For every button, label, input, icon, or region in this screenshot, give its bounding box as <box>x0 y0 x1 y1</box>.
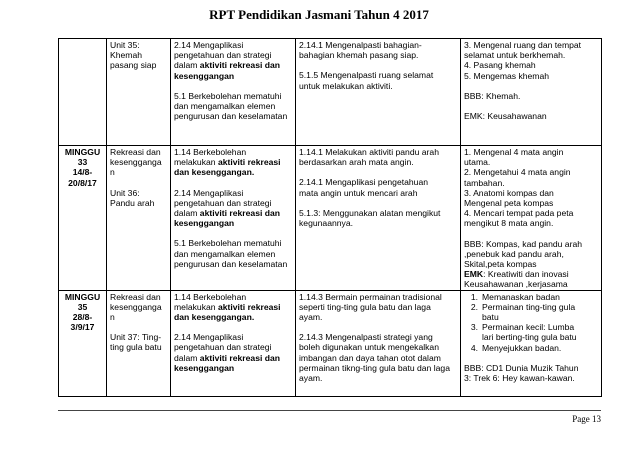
notes-text: 1. Mengenal 4 mata angin <box>464 147 564 157</box>
notes-text: 5. Mengemas khemah <box>464 70 550 81</box>
notes-text: selamat untuk berkhemah. <box>464 50 566 61</box>
item-text: Memanaskan badan <box>482 291 560 302</box>
notes-line <box>464 40 598 50</box>
table-row <box>59 146 602 291</box>
topic-line: Unit 36: <box>110 187 140 198</box>
numbered-item <box>464 332 598 342</box>
week-line: 20/8/17 <box>68 177 97 188</box>
standard-cell <box>171 290 296 396</box>
standard-line <box>174 259 292 269</box>
standard-text: dalam <box>174 352 200 363</box>
spacer <box>110 322 167 332</box>
notes-line <box>464 50 598 60</box>
page-title: RPT Pendidikan Jasmani Tahun 4 2017 <box>209 7 429 22</box>
notes-text: Mengenal peta kompas <box>464 198 554 209</box>
standard-text: dan mengamalkan elemen <box>174 101 276 112</box>
numbered-item <box>464 292 598 302</box>
standard-text: kesenggangan <box>174 362 235 373</box>
standard-line <box>174 312 292 322</box>
standard-line <box>174 302 292 312</box>
notes-text: ,penebuk kad pandu arah, <box>464 248 564 259</box>
item-text: Permainan kecil: Lumba <box>482 322 575 333</box>
standard-line <box>174 363 292 373</box>
standard-bold-text: aktiviti rekreasi dan <box>199 208 281 219</box>
standard-line <box>174 218 292 228</box>
learning-line: 5.1.5 Mengenalpasti ruang selamat <box>299 70 434 81</box>
topic-cell <box>107 39 171 146</box>
topic-line: Pandu arah <box>110 197 155 208</box>
notes-text: Skital,peta kompas <box>464 259 537 270</box>
topic-line: kesengganga <box>110 301 162 312</box>
item-number: 3. <box>470 322 478 333</box>
notes-cell <box>461 39 602 146</box>
standard-line <box>174 238 292 248</box>
standard-text: dan kesenggangan. <box>174 167 255 178</box>
standard-text: pengetahuan dan strategi <box>174 50 272 61</box>
standard-line <box>174 249 292 259</box>
learning-line: permainan tikng-ting gula batu dan laga <box>299 362 450 373</box>
standard-bold-text: aktiviti rekreasi <box>217 301 281 312</box>
standard-text: pengetahuan dan strategi <box>174 197 272 208</box>
learning-standard-cell <box>296 290 461 396</box>
week-line: MINGGU <box>64 147 101 157</box>
table-row <box>59 39 602 146</box>
standard-line <box>174 188 292 198</box>
spacer <box>110 178 167 188</box>
standard-line <box>174 50 292 60</box>
spacer <box>464 353 598 363</box>
standard-line <box>174 111 292 121</box>
standard-text: 5.1 Berkebolehan mematuhi <box>174 90 282 101</box>
learning-line: 2.14.1 Mengaplikasi pengetahuan <box>299 177 429 188</box>
notes-text: 3. Anatomi kompas dan <box>464 187 554 198</box>
notes-line <box>464 373 598 383</box>
item-text: Menyejukkan badan. <box>482 342 562 353</box>
week-line: MINGGU <box>64 291 101 302</box>
week-line: 33 <box>77 157 88 168</box>
numbered-item <box>464 312 598 322</box>
standard-line <box>174 353 292 363</box>
standard-text: 5.1 Berkebolehan mematuhi <box>174 238 282 249</box>
learning-line: kegunaannya. <box>299 218 353 229</box>
week-line: 28/8- <box>72 312 93 323</box>
standard-bold-text: aktiviti rekreasi dan <box>199 60 281 71</box>
spacer <box>299 198 457 208</box>
numbered-item <box>464 322 598 332</box>
notes-line <box>464 198 598 208</box>
spacer <box>464 101 598 111</box>
standard-text: pengetahuan dan strategi <box>174 342 272 353</box>
learning-line: ayam. <box>299 373 323 384</box>
standard-text: 1.14 Berkebolehan <box>174 291 247 302</box>
standard-text: 2.14 Mengaplikasi <box>174 332 244 343</box>
notes-line <box>464 60 598 70</box>
learning-standard-cell <box>296 39 461 146</box>
week-line: 3/9/17 <box>70 322 95 333</box>
notes-text: EMK: Keusahawanan <box>464 111 547 122</box>
topic-cell <box>107 290 171 396</box>
learning-line: 5.1.3: Menggunakan alatan mengikut <box>299 207 441 218</box>
standard-bold-text: aktiviti rekreasi <box>217 157 281 168</box>
standard-text: dalam <box>174 208 200 219</box>
learning-line: bahagian khemah pasang siap. <box>299 50 419 61</box>
spacer <box>174 322 292 332</box>
notes-line <box>464 147 598 157</box>
notes-line <box>464 249 598 259</box>
topic-line: Unit 37: Ting- <box>110 332 162 343</box>
week-cell <box>59 290 107 396</box>
notes-text: 3: Trek 6: Hey kawan-kawan. <box>464 373 575 384</box>
spacer <box>464 229 598 239</box>
learning-line: 1.14.1 Melakukan aktiviti pandu arah <box>299 147 439 157</box>
learning-line: berdasarkan arah mata angin. <box>299 157 414 168</box>
week-line: 35 <box>77 301 88 312</box>
standard-line <box>174 91 292 101</box>
notes-line <box>464 188 598 198</box>
standard-line <box>174 60 292 70</box>
notes-line <box>464 279 598 289</box>
notes-text: 4. Mencari tempat pada peta <box>464 208 574 219</box>
topic-line: Rekreasi dan <box>110 147 161 157</box>
topic-line: n <box>110 312 115 323</box>
spacer <box>174 228 292 238</box>
topic-cell <box>107 146 171 291</box>
standard-text: dalam <box>174 60 200 71</box>
item-number: 2. <box>470 301 478 312</box>
learning-line: untuk melakukan aktiviti. <box>299 80 393 91</box>
standard-line <box>174 157 292 167</box>
learning-line: 1.14.3 Bermain permainan tradisional <box>299 291 442 302</box>
notes-line <box>464 178 598 188</box>
standard-line <box>174 332 292 342</box>
standard-line <box>174 208 292 218</box>
table-row <box>59 290 602 396</box>
standard-text: 2.14 Mengaplikasi <box>174 40 244 50</box>
item-text: batu <box>482 312 499 323</box>
week-cell <box>59 39 107 146</box>
standard-text: melakukan <box>174 301 218 312</box>
notes-text: 3. Mengenal ruang dan tempat <box>464 40 582 50</box>
notes-line <box>464 71 598 81</box>
page-number: Page 13 <box>572 414 601 424</box>
learning-line: seperti ting-ting gula batu dan laga <box>299 301 431 312</box>
notes-text: BBB: CD1 Dunia Muzik Tahun <box>464 362 579 373</box>
notes-line <box>464 269 598 279</box>
spacer <box>299 167 457 177</box>
standard-line <box>174 167 292 177</box>
notes-text: mengikut 8 mata angin. <box>464 218 554 229</box>
numbered-item <box>464 343 598 353</box>
standard-text: pengurusan dan keselamatan <box>174 111 288 122</box>
notes-line <box>464 111 598 121</box>
notes-bold-label: EMK <box>464 269 484 280</box>
page-footer <box>58 410 601 431</box>
learning-line: boleh digunakan untuk mengekalkan <box>299 342 439 353</box>
notes-line <box>464 363 598 373</box>
learning-standard-cell <box>296 146 461 291</box>
standard-line <box>174 342 292 352</box>
learning-line: mata angin untuk mencari arah <box>299 187 418 198</box>
item-number: 1. <box>470 291 478 302</box>
standard-text: dan mengamalkan elemen <box>174 248 276 259</box>
learning-line: ayam. <box>299 312 323 323</box>
topic-line: Unit 35: <box>110 40 140 50</box>
standard-cell <box>171 146 296 291</box>
lesson-plan-table <box>58 38 602 397</box>
standard-text: kesenggangan <box>174 218 235 229</box>
standard-text: pengurusan dan keselamatan <box>174 258 288 269</box>
week-cell <box>59 146 107 291</box>
topic-line: Rekreasi dan <box>110 291 161 302</box>
notes-line <box>464 208 598 218</box>
spacer <box>299 322 457 332</box>
topic-line: kesengganga <box>110 157 162 168</box>
standard-text: 2.14 Mengaplikasi <box>174 187 244 198</box>
standard-line <box>174 147 292 157</box>
notes-line <box>464 239 598 249</box>
numbered-item <box>464 302 598 312</box>
standard-text: 1.14 Berkebolehan <box>174 147 247 157</box>
learning-line: 2.14.3 Mengenalpasti strategi yang <box>299 332 433 343</box>
standard-text: dan kesenggangan. <box>174 312 255 323</box>
spacer <box>299 60 457 70</box>
notes-cell <box>461 146 602 291</box>
notes-text: 4. Pasang khemah <box>464 60 536 71</box>
standard-bold-text: aktiviti rekreasi dan <box>199 352 281 363</box>
notes-text: BBB: Khemah. <box>464 90 521 101</box>
spacer <box>174 178 292 188</box>
notes-text: utama. <box>464 157 491 168</box>
notes-text: BBB: Kompas, kad pandu arah <box>464 238 583 249</box>
learning-line: 2.14.1 Mengenalpasti bahagian- <box>299 40 422 50</box>
item-text: lari berting-ting gula batu <box>482 332 577 343</box>
topic-line: Khemah <box>110 50 143 61</box>
standard-line <box>174 292 292 302</box>
standard-line <box>174 101 292 111</box>
notes-line <box>464 259 598 269</box>
notes-line <box>464 157 598 167</box>
spacer <box>464 81 598 91</box>
standard-line <box>174 71 292 81</box>
item-text: Permainan ting-ting gula <box>482 301 576 312</box>
notes-text: 2. Mengetahui 4 mata angin <box>464 167 571 178</box>
topic-line: n <box>110 167 115 178</box>
standard-text: kesenggangan <box>174 70 235 81</box>
topic-line: ting gula batu <box>110 342 162 353</box>
notes-cell <box>461 290 602 396</box>
notes-line <box>464 167 598 177</box>
standard-cell <box>171 39 296 146</box>
notes-text: : Kreatiwiti dan inovasi <box>483 269 569 280</box>
standard-line <box>174 198 292 208</box>
notes-line <box>464 91 598 101</box>
standard-text: melakukan <box>174 157 218 168</box>
topic-line: pasang siap <box>110 60 157 71</box>
standard-line <box>174 40 292 50</box>
week-line: 14/8- <box>72 167 93 178</box>
learning-line: imbangan dan daya tahan otot dalam <box>299 352 441 363</box>
item-number: 4. <box>470 342 478 353</box>
spacer <box>174 81 292 91</box>
notes-text: Keusahawanan ,kerjasama <box>464 279 568 290</box>
notes-line <box>464 218 598 228</box>
notes-text: tambahan. <box>464 177 505 188</box>
